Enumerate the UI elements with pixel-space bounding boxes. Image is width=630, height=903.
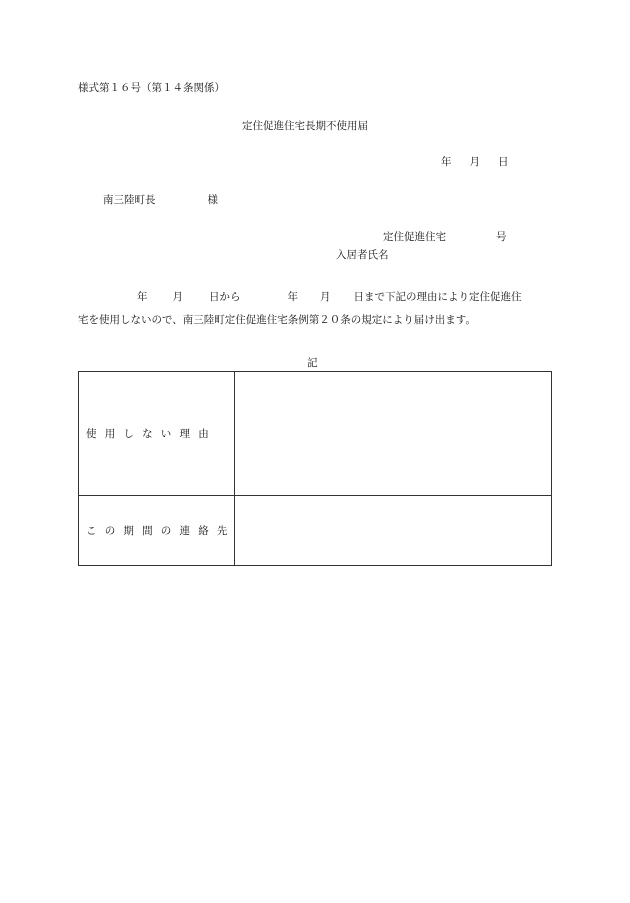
housing-label: 定住促進住宅 (383, 231, 446, 243)
addressee-honorific: 様 (207, 194, 218, 206)
contact-label: この期間の連絡先 (86, 524, 236, 537)
period-start-month: 月 (172, 291, 183, 303)
reason-value-cell[interactable] (235, 372, 551, 495)
addressee-name: 南三陸町長 (103, 194, 156, 206)
date-day-label: 日 (498, 156, 509, 168)
document-title: 定住促進住宅長期不使用届 (242, 120, 368, 132)
contact-label-cell (79, 496, 235, 566)
record-table (78, 371, 552, 566)
housing-number-suffix: 号 (496, 231, 507, 243)
addressee (103, 195, 218, 206)
date-month-label: 月 (469, 156, 480, 168)
submission-date (441, 157, 509, 168)
form-number: 様式第１６号（第１４条関係） (78, 82, 225, 94)
housing-number-line (383, 232, 507, 243)
contact-value-cell[interactable] (235, 496, 551, 566)
resident-name-label: 入居者氏名 (336, 249, 389, 261)
reason-label: 使用しない理由 (86, 427, 217, 440)
date-year-label: 年 (441, 156, 452, 168)
reason-label-cell (79, 372, 235, 495)
contact-row (79, 496, 551, 566)
period-end-year: 年 (287, 291, 298, 303)
reason-row (79, 372, 551, 496)
body-line-1-tail: 日まで下記の理由により定住促進住 (353, 291, 522, 303)
body-text-line-2: 宅を使用しないので、南三陸町定住促進住宅条例第２０条の規定により届け出ます。 (78, 314, 476, 326)
period-start-day: 日から (209, 291, 241, 303)
period-end-month: 月 (320, 291, 331, 303)
period-start-year: 年 (137, 291, 148, 303)
record-heading: 記 (307, 357, 318, 369)
body-text-line-1 (137, 292, 522, 303)
